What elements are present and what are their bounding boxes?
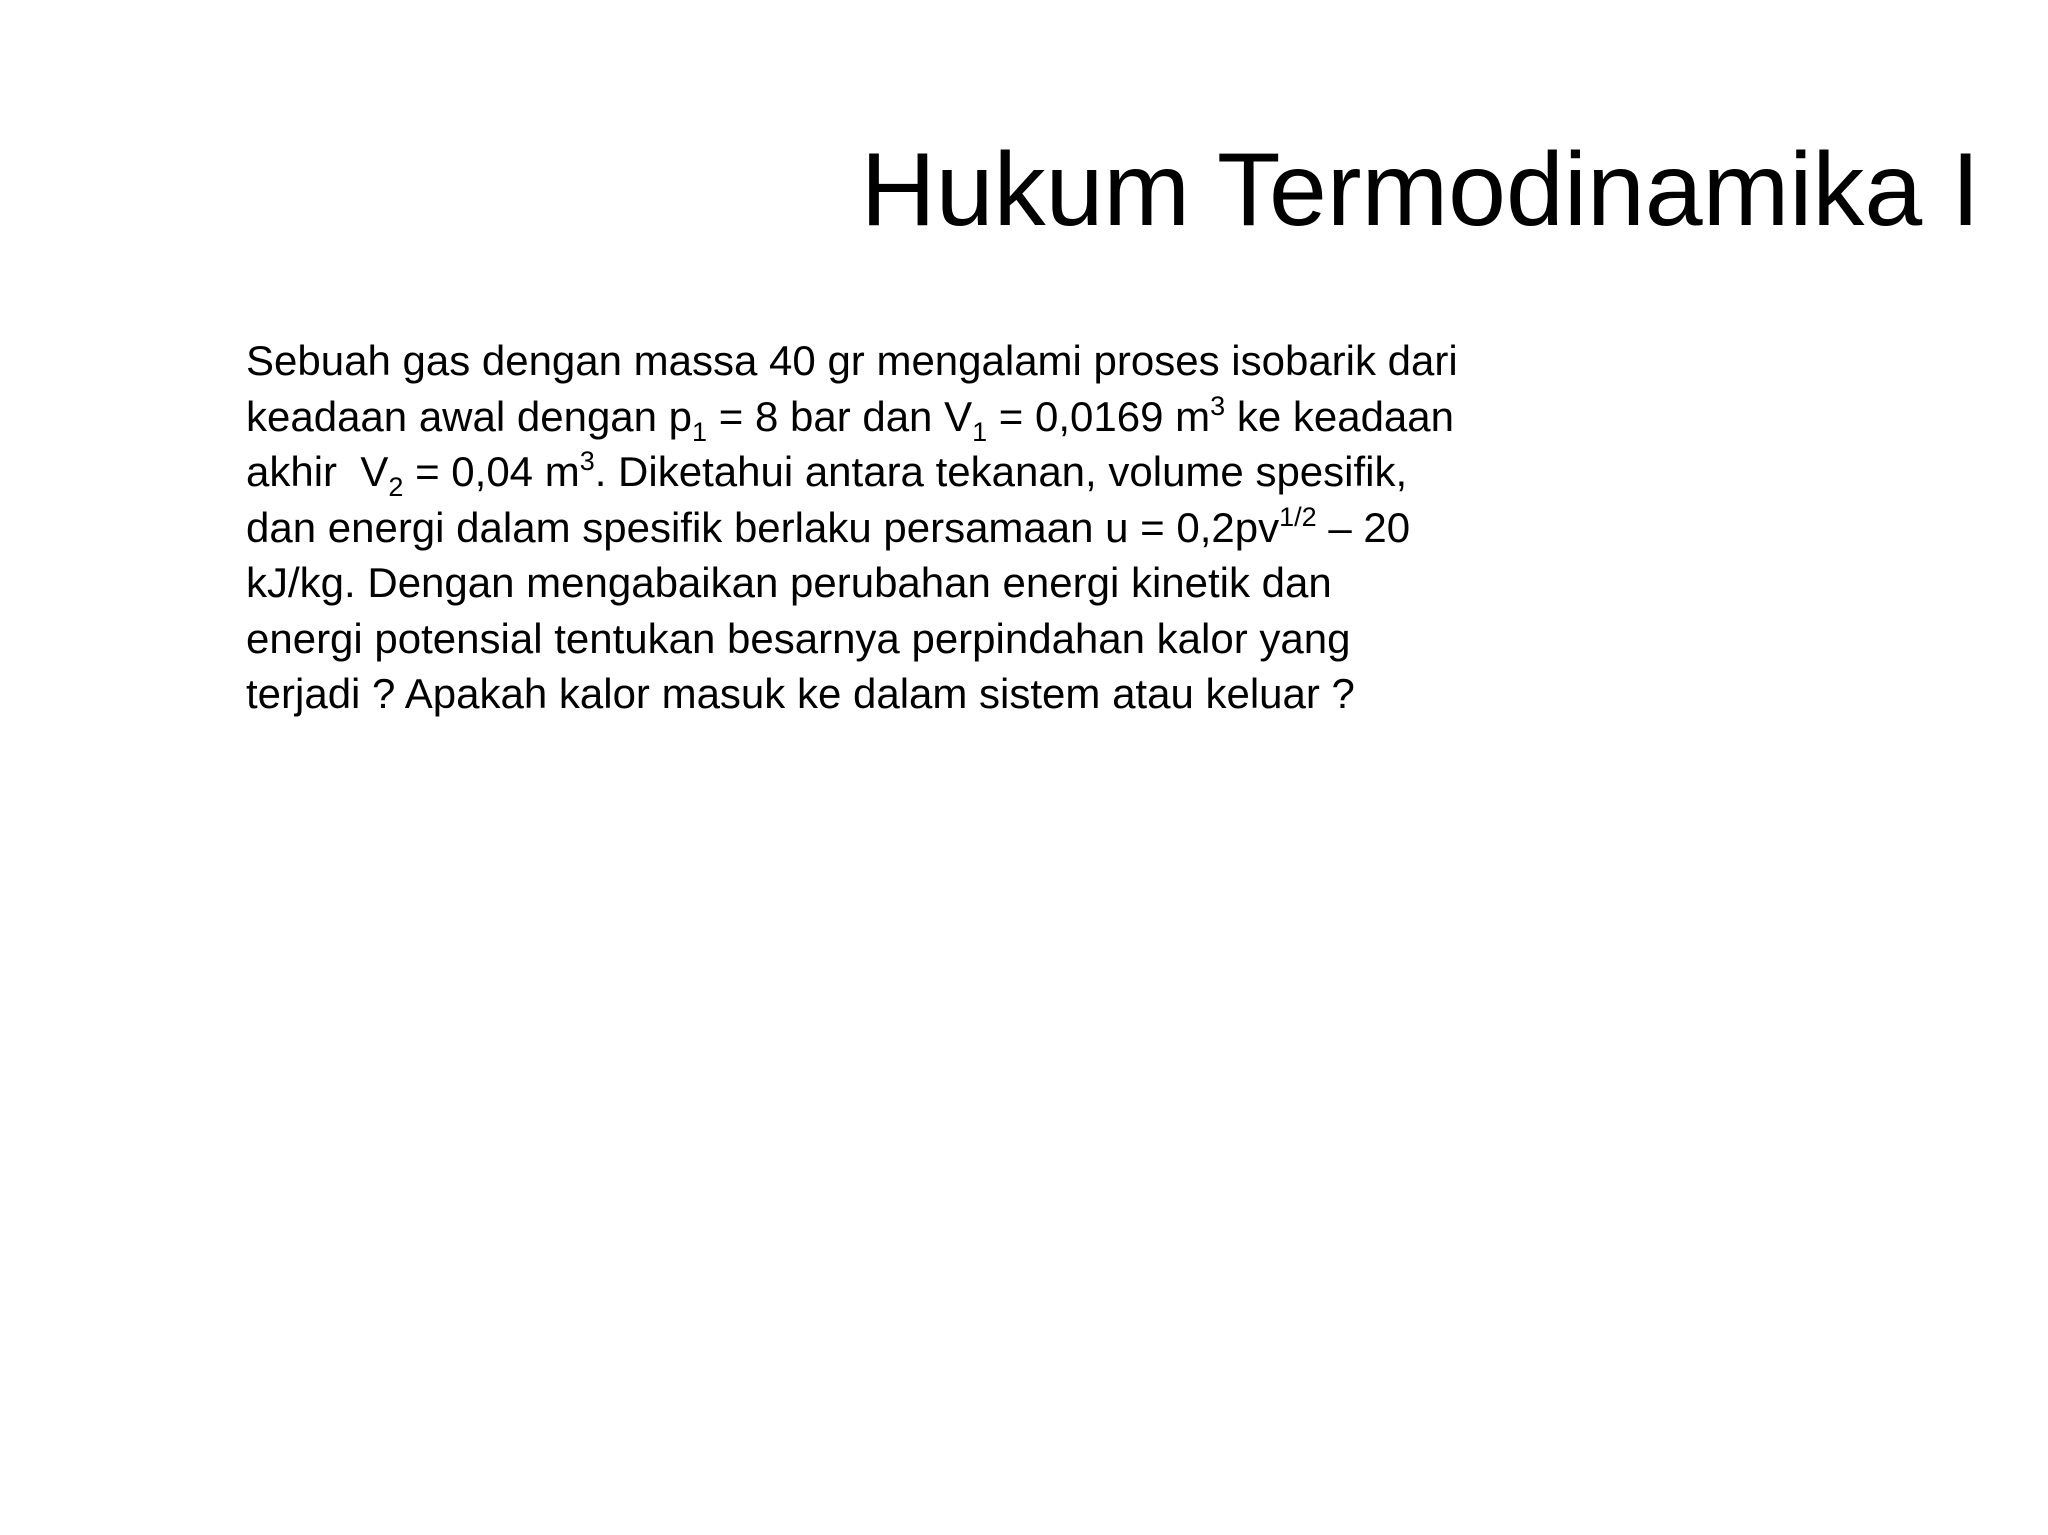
text-segment: dan energi dalam spesifik berlaku persamaan u = 0,2pv [246, 503, 1280, 551]
text-segment: . Diketahui antara tekanan, volume spesifik, [594, 448, 1408, 495]
problem-text [246, 333, 1646, 722]
superscript: 1/2 [1279, 501, 1317, 532]
problem-line-3 [246, 444, 1646, 500]
superscript: 3 [1210, 390, 1226, 421]
problem-line-4 [246, 500, 1646, 556]
text-segment: – 20 [1316, 503, 1411, 551]
problem-line-6: energi potensial tentukan besarnya perpindahan kalor yang [246, 614, 1351, 662]
subscript: 1 [692, 416, 708, 447]
problem-line-7: terjadi ? Apakah kalor masuk ke dalam sistem atau keluar ? [246, 670, 1355, 717]
text-segment: = 0,0169 m [987, 392, 1211, 440]
superscript: 3 [579, 446, 595, 476]
problem-line-5: kJ/kg. Dengan mengabaikan perubahan energi kinetik dan [246, 559, 1332, 606]
text-segment: akhir V [246, 448, 389, 495]
text-segment: = 0,04 m [403, 448, 580, 495]
text-segment: keadaan awal dengan p [246, 392, 693, 440]
problem-line-1: Sebuah gas dengan massa 40 gr mengalami proses isobarik dari [246, 337, 1458, 384]
text-segment: ke keadaan [1225, 392, 1455, 440]
subscript: 2 [388, 472, 404, 502]
slide-title: Hukum Termodinamika I [860, 132, 1980, 248]
subscript: 1 [972, 416, 988, 447]
problem-line-2 [246, 389, 1646, 445]
text-segment: = 8 bar dan V [707, 392, 973, 440]
